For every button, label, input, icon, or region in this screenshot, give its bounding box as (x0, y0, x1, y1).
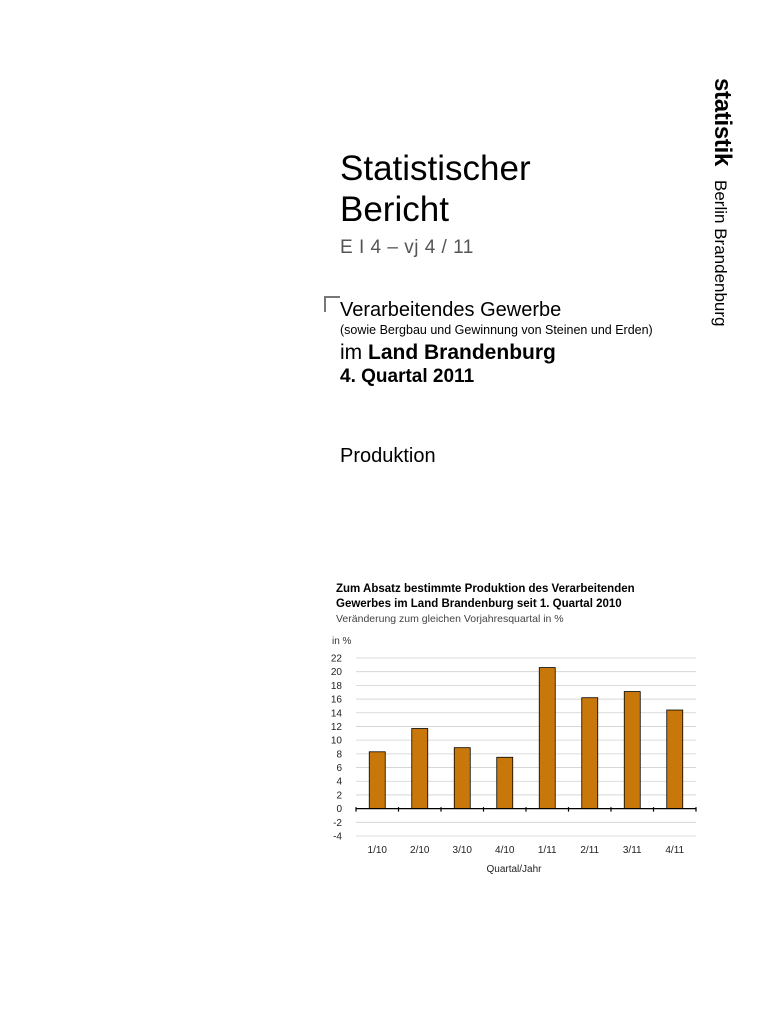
y-tick-label: 14 (330, 708, 342, 720)
bar-3-11 (624, 692, 640, 809)
x-tick-label: 1/10 (367, 845, 387, 856)
x-tick-label: 3/10 (452, 845, 472, 856)
bar-2-10 (412, 729, 428, 809)
x-tick-label: 4/11 (665, 845, 685, 856)
y-axis-unit-label: in % (332, 636, 352, 647)
bar-2-11 (582, 698, 598, 809)
y-tick-label: -2 (333, 817, 342, 829)
corner-mark-icon (324, 296, 340, 312)
y-tick-label: 16 (330, 694, 342, 706)
x-tick-label: 2/11 (580, 845, 600, 856)
x-tick-label: 2/10 (410, 845, 430, 856)
y-tick-label: 22 (330, 653, 342, 665)
y-tick-label: 8 (336, 749, 342, 761)
brand-region: Berlin Brandenburg (711, 180, 730, 327)
bar-chart (320, 628, 710, 878)
report-title-line2: Bericht (340, 190, 449, 229)
bars (369, 668, 683, 809)
y-tick-label: 18 (330, 680, 342, 692)
y-tick-label: 20 (330, 667, 342, 679)
subject-note: (sowie Bergbau und Gewinnung von Steinen und Erden) (340, 323, 653, 337)
chart-title: Zum Absatz bestimmte Produktion des Verarbeitenden Gewerbes im Land Brandenburg seit 1. Quartal 2010 (336, 583, 635, 610)
y-tick-labels (331, 654, 343, 843)
x-axis-label: Quartal/Jahr (486, 864, 542, 875)
brand-name: statistik (709, 78, 736, 167)
bar-3-10 (454, 748, 470, 809)
chart-subtitle: Veränderung zum gleichen Vorjahresquartal in % (336, 613, 564, 625)
x-tick-label: 3/11 (622, 845, 642, 856)
y-tick-label: 10 (330, 735, 342, 747)
y-tick-label: 2 (336, 790, 342, 802)
y-tick-label: 0 (336, 804, 342, 816)
bar-1-10 (369, 752, 385, 809)
report-code: E I 4 – vj 4 / 11 (340, 237, 474, 258)
y-tick-label: -4 (333, 831, 342, 843)
x-tick-labels (368, 845, 685, 856)
region-prefix: im (340, 341, 363, 364)
report-title-line1: Statistischer (340, 149, 531, 188)
bar-1-11 (539, 668, 555, 809)
x-tick-label: 4/10 (495, 845, 515, 856)
report-period: 4. Quartal 2011 (340, 366, 475, 387)
report-topic: Produktion (340, 445, 436, 467)
x-axis (356, 807, 696, 812)
brand-logo (700, 78, 740, 327)
region-name: Land Brandenburg (368, 341, 556, 364)
subject-title: Verarbeitendes Gewerbe (340, 299, 562, 321)
bar-4-11 (667, 710, 683, 809)
region-line (340, 341, 556, 365)
brand-text (708, 78, 736, 327)
y-tick-label: 6 (336, 763, 342, 775)
report-title (340, 148, 531, 230)
y-tick-label: 4 (336, 776, 342, 788)
y-tick-label: 12 (330, 721, 342, 733)
x-tick-label: 1/11 (537, 845, 557, 856)
bar-4-10 (497, 757, 513, 808)
